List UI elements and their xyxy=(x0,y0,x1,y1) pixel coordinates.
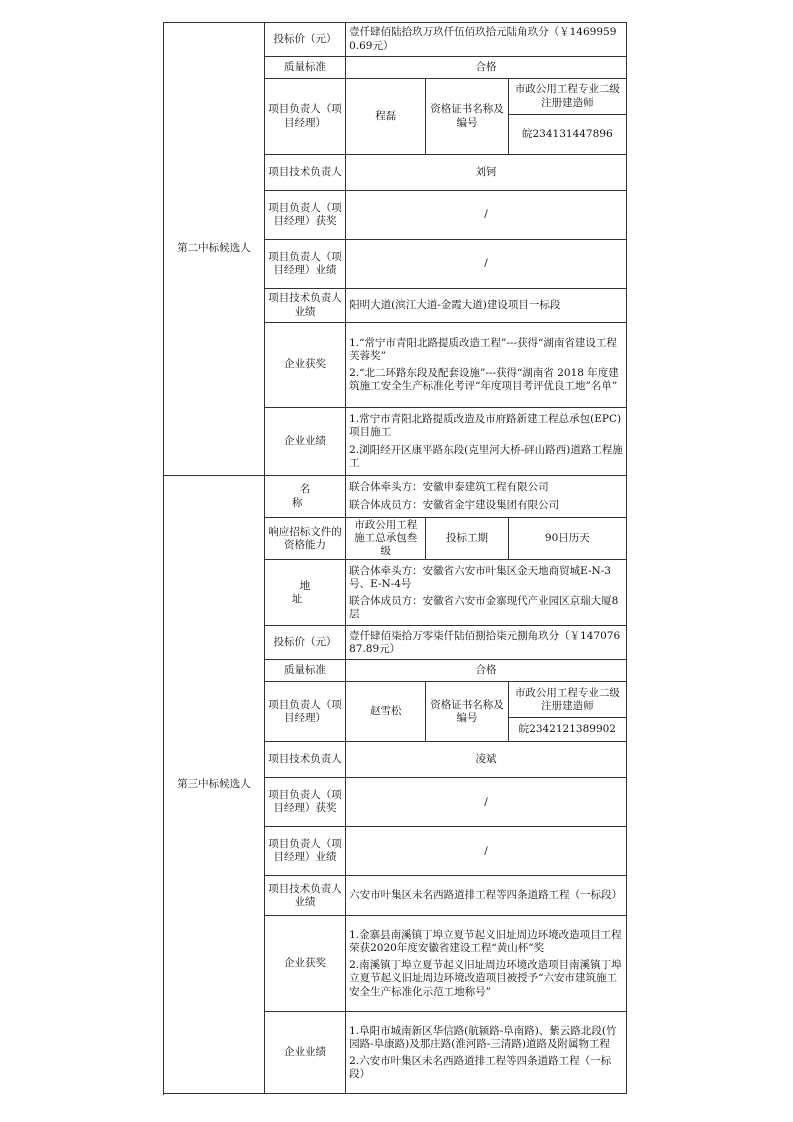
c3-company-award-1: 1.金寨县南溪镇丁埠立夏节起义旧址周边环境改造项目工程荣获2020年度安徽省建设工程“黄山杯”奖 xyxy=(349,929,622,955)
c2-tech-perf: 阳明大道(滨江大道-金霞大道)建设项目一标段 xyxy=(346,289,627,323)
c2-manager-perf: / xyxy=(346,240,627,289)
c3-duration-label: 投标工期 xyxy=(426,518,508,560)
c2-bid-price-row xyxy=(164,23,627,57)
c3-manager-label: 项目负责人（项目经理） xyxy=(264,682,345,742)
c2-company-perf xyxy=(346,408,627,476)
c2-tech-lead: 刘钶 xyxy=(346,155,627,191)
c3-address-label-text: 地 址 xyxy=(291,579,326,605)
c2-company-award-1: 1.“常宁市青阳北路提质改造工程”---获得“湖南省建设工程芙蓉奖” xyxy=(349,336,617,362)
c3-tech-lead-label: 项目技术负责人 xyxy=(264,742,345,778)
c3-manager-perf-label: 项目负责人（项目经理）业绩 xyxy=(264,827,345,876)
c3-company-award-2: 2.南溪镇丁埠立夏节起义旧址周边环境改造项目南溪镇丁埠立夏节起义旧址周边环境改造项目被授予“六安市建筑施工安全生产标准化示范工地称号” xyxy=(349,959,622,998)
c3-manager-perf: / xyxy=(346,827,627,876)
c3-company-perf xyxy=(346,1012,627,1094)
c2-heading: 第二中标候选人 xyxy=(164,23,265,476)
c3-qualification-label: 响应招标文件的资格能力 xyxy=(264,518,345,560)
candidate-table xyxy=(163,22,627,1094)
c2-company-awards-label: 企业获奖 xyxy=(264,323,345,408)
c2-quality: 合格 xyxy=(346,57,627,79)
c2-cert-no: 皖234131447896 xyxy=(508,115,626,155)
c3-name-member: 联合体成员方：安徽省金宇建设集团有限公司 xyxy=(349,498,560,511)
c2-company-awards xyxy=(346,323,627,408)
c2-tech-lead-label: 项目技术负责人 xyxy=(264,155,345,191)
c3-address-label xyxy=(264,560,345,626)
c3-bid-price-label: 投标价（元） xyxy=(264,626,345,660)
c3-quality-label: 质量标准 xyxy=(264,660,345,682)
c2-manager-awards-label: 项目负责人（项目经理）获奖 xyxy=(264,191,345,240)
c2-tech-perf-label: 项目技术负责人业绩 xyxy=(264,289,345,323)
c2-bid-price-label: 投标价（元） xyxy=(264,23,345,57)
c3-address xyxy=(346,560,627,626)
c2-bid-price: 壹仟肆佰陆拾玖万玖仟伍佰玖拾元陆角玖分（￥14699590.69元） xyxy=(346,23,627,57)
c2-manager-perf-label: 项目负责人（项目经理）业绩 xyxy=(264,240,345,289)
c3-cert-name: 市政公用工程专业二级注册建造师 xyxy=(508,682,626,718)
c3-name-label-text: 名 称 xyxy=(291,483,326,509)
c2-cert-name: 市政公用工程专业二级注册建造师 xyxy=(508,79,626,115)
c2-company-award-2: 2.“北二环路东段及配套设施”---获得“湖南省 2018 年度建筑施工安全生产标准化考评“年度项目考评优良工地”名单” xyxy=(349,367,619,393)
c2-manager: 程磊 xyxy=(346,79,426,155)
c2-manager-label: 项目负责人（项目经理） xyxy=(264,79,345,155)
c3-manager-awards: / xyxy=(346,778,627,827)
c3-cert-no: 皖2342121389902 xyxy=(508,718,626,742)
c2-quality-label: 质量标准 xyxy=(264,57,345,79)
c2-company-perf-1: 1.常宁市青阳北路提质改造及市府路新建工程总承包(EPC)项目施工 xyxy=(349,413,622,439)
c3-duration: 90日历天 xyxy=(508,518,626,560)
c3-tech-perf: 六安市叶集区未名西路道排工程等四条道路工程（一标段） xyxy=(346,876,627,916)
c3-qualification: 市政公用工程施工总承包叁级 xyxy=(346,518,426,560)
c3-name-label xyxy=(264,476,345,518)
c2-company-perf-label: 企业业绩 xyxy=(264,408,345,476)
c2-company-perf-2: 2.浏阳经开区康平路东段(克里河大桥-砰山路西)道路工程施工 xyxy=(349,443,623,469)
c3-company-awards xyxy=(346,916,627,1012)
c2-cert-label: 资格证书名称及编号 xyxy=(426,79,508,155)
c3-name xyxy=(346,476,627,518)
c3-name-row xyxy=(164,476,627,518)
c3-company-perf-label: 企业业绩 xyxy=(264,1012,345,1094)
c3-quality: 合格 xyxy=(346,660,627,682)
c3-tech-perf-label: 项目技术负责人业绩 xyxy=(264,876,345,916)
c3-company-perf-2: 2.六安市叶集区未名西路道排工程等四条道路工程（一标段） xyxy=(349,1054,612,1080)
c3-tech-lead: 凌斌 xyxy=(346,742,627,778)
c3-company-perf-1: 1.阜阳市城南新区华信路(航颍路-阜南路)、紫云路北段(竹园路-阜康路)及那庄路(淮河路-三清路)道路及附属物工程 xyxy=(349,1024,617,1050)
c3-heading: 第三中标候选人 xyxy=(164,476,265,1094)
c3-cert-label: 资格证书名称及编号 xyxy=(426,682,508,742)
c2-manager-awards: / xyxy=(346,191,627,240)
c3-manager: 赵雪松 xyxy=(346,682,426,742)
c3-manager-awards-label: 项目负责人（项目经理）获奖 xyxy=(264,778,345,827)
c3-company-awards-label: 企业获奖 xyxy=(264,916,345,1012)
c3-name-lead: 联合体牵头方：安徽申泰建筑工程有限公司 xyxy=(349,481,549,494)
c3-address-member: 联合体成员方：安徽省六安市金寨现代产业园区京瑞大厦8层 xyxy=(349,594,619,620)
c3-address-lead: 联合体牵头方：安徽省六安市叶集区金天地商贸城E-N-3号、E-N-4号 xyxy=(349,564,611,590)
c3-bid-price: 壹仟肆佰柒拾万零柒仟陆佰捌拾柒元捌角玖分（￥14707687.89元） xyxy=(346,626,627,660)
